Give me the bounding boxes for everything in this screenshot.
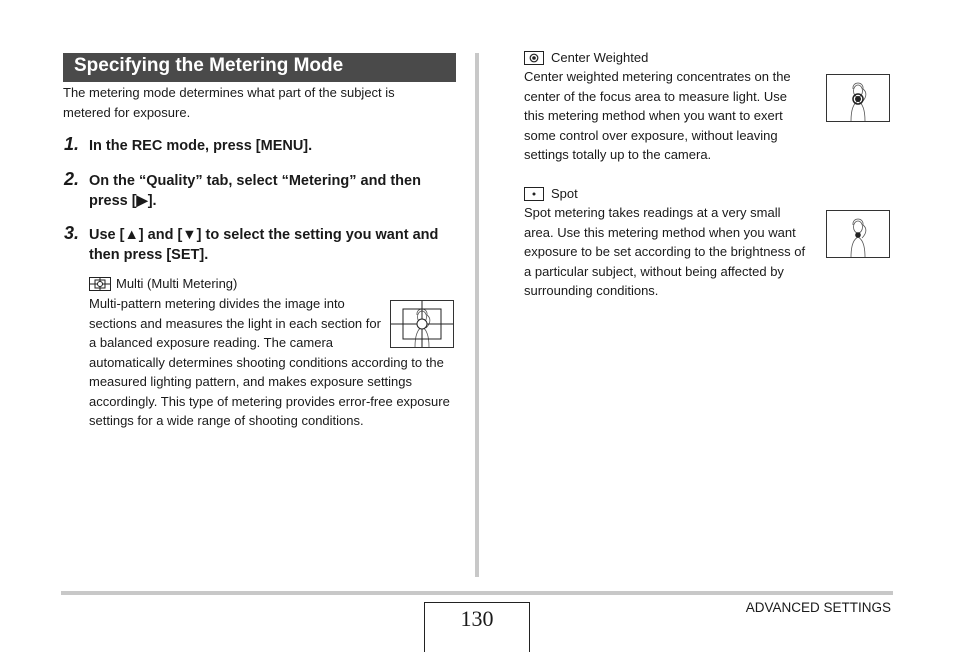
step-1-text: In the REC mode, press [MENU].: [89, 138, 313, 154]
multi-metering-icon: [89, 277, 111, 291]
page-title: Specifying the Metering Mode: [74, 55, 344, 76]
multi-metering-label: Multi (Multi Metering): [116, 276, 238, 291]
step-1-number: 1.: [64, 134, 80, 154]
center-weighted-icon: [524, 51, 544, 65]
step-2-number: 2.: [64, 169, 80, 189]
multi-metering-illustration: [390, 300, 454, 348]
intro-text: The metering mode determines what part of the subject is metered for exposure.: [63, 85, 395, 120]
footer-section-label: ADVANCED SETTINGS: [745, 600, 891, 615]
spot-metering-illustration: [826, 210, 890, 258]
spot-metering-description: Spot metering takes readings at a very small area. Use this metering method when you want exposure to be set according to the brightness of a particular subject, without being affected by surrounding conditions.: [524, 205, 806, 298]
step-2-text: On the “Quality” tab, select “Metering” and then press [▶].: [89, 173, 421, 209]
center-weighted-description: Center weighted metering concentrates on the center of the focus area to measure light. Use this metering method when you want to exert some control over exposure, without leaving settings totally up to the camera.: [524, 69, 791, 162]
spot-metering-icon: [524, 187, 544, 201]
step-3-number: 3.: [64, 223, 80, 243]
spot-metering-label: Spot: [551, 186, 578, 201]
center-weighted-label: Center Weighted: [551, 50, 649, 65]
multi-metering-description: Multi-pattern metering divides the image into sections and measures the light in each section for a balanced exposure reading. The camera automatically determines shooting conditions according to the measured lighting pattern, and makes exposure settings accordingly. This type of metering provides error-free exposure settings for a wide range of shooting conditions.: [89, 294, 457, 431]
column-divider: [475, 53, 479, 577]
center-weighted-illustration: [826, 74, 890, 122]
page-number: 130: [460, 606, 494, 631]
step-3-text: Use [▲] and [▼] to select the setting you want and then press [SET].: [89, 227, 439, 263]
footer-rule: [61, 591, 893, 595]
